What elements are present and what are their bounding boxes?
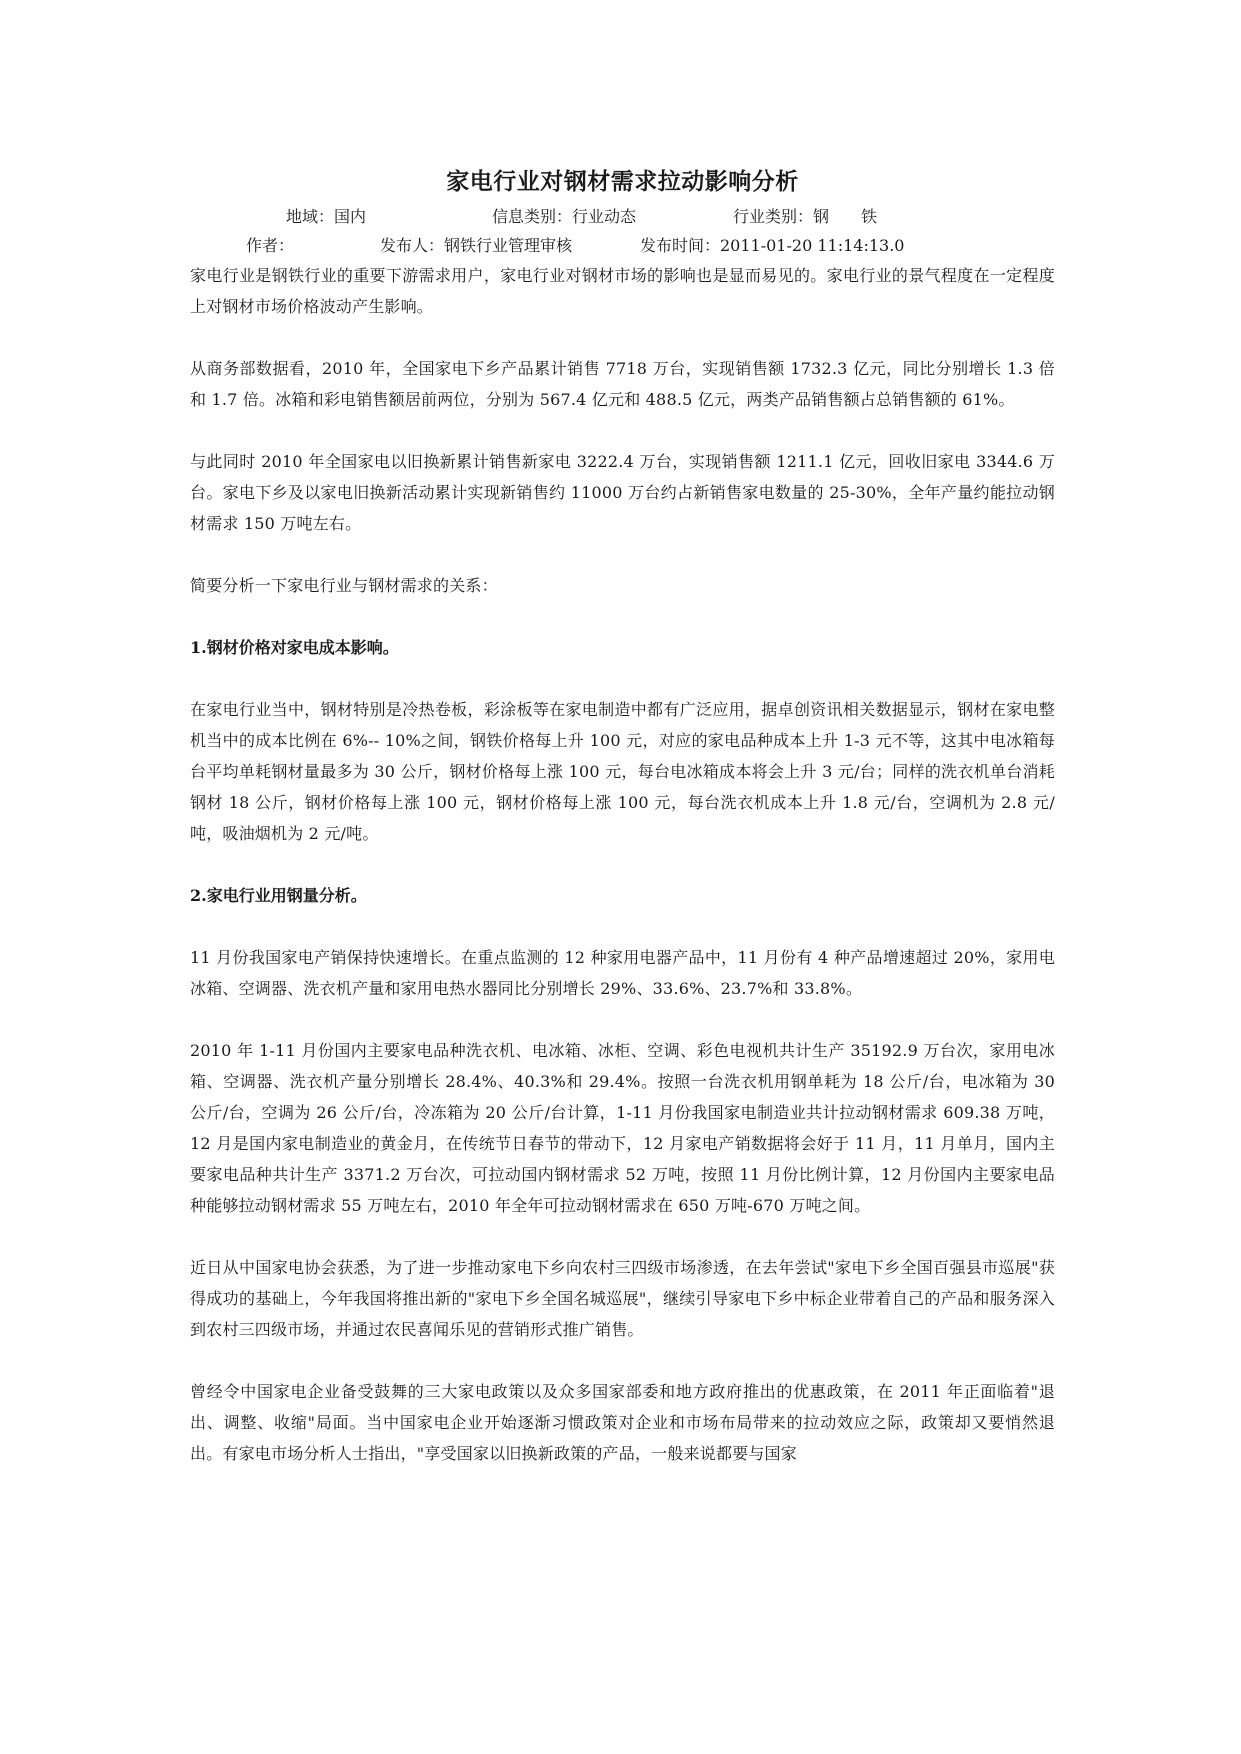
meta-author: 作者： [246, 236, 295, 255]
paragraph: 简要分析一下家电行业与钢材需求的关系： [190, 576, 498, 595]
paragraph: 11 月份我国家电产销保持快速增长。在重点监测的 12 种家用电器产品中，11 月份有 4 种产品增速超过 20%，家用电冰箱、空调器、洗衣机产量和家用电热水器同比分别增长 29%、33.6%、23.7%和 33.8%。 [190, 948, 1055, 998]
meta-publisher: 发布人：钢铁行业管理审核 [380, 236, 573, 255]
paragraph: 2010 年 1-11 月份国内主要家电品种洗衣机、电冰箱、冰柜、空调、彩色电视机共计生产 35192.9 万台次，家用电冰箱、空调器、洗衣机产量分别增长 28.4%、40.3%和 29.4%。按照一台洗衣机用钢单耗为 18 公斤/台，电冰箱为 30 公斤/台，空调为 26 公斤/台，冷冻箱为 20 公斤/台计算，1-11 月份我国家电制造业共计拉动钢材需求 609.38 万吨，12 月是国内家电制造业的黄金月，在传统节日春节的带动下，12 月家电产销数据将会好于 11 月，11 月单月，国内主要家电品种共计生产 3371.2 万台次，可拉动国内钢材需求 52 万吨，按照 11 月份比例计算，12 月份国内主要家电品种能够拉动钢材需求 55 万吨左右，2010 年全年可拉动钢材需求在 650 万吨-670 万吨之间。 [190, 1041, 1055, 1215]
paragraph: 近日从中国家电协会获悉，为了进一步推动家电下乡向农村三四级市场渗透，在去年尝试"家电下乡全国百强县市巡展"获得成功的基础上，今年我国将推出新的"家电下乡全国名城巡展"，继续引导家电下乡中标企业带着自己的产品和服务深入到农村三四级市场，并通过农民喜闻乐见的营销形式推广销售。 [190, 1258, 1055, 1339]
meta-publish-time: 发布时间：2011-01-20 11:14:13.0 [640, 236, 905, 255]
article-title: 家电行业对钢材需求拉动影响分析 [446, 168, 799, 195]
meta-row-publish [190, 231, 1055, 260]
paragraph: 在家电行业当中，钢材特别是冷热卷板，彩涂板等在家电制造中都有广泛应用，据卓创资讯相关数据显示，钢材在家电整机当中的成本比例在 6%-- 10%之间，钢铁价格每上升 100 元，对应的家电品种成本上升 1-3 元不等，这其中电冰箱每台平均单耗钢材量最多为 30 公斤，钢材价格每上涨 100 元，每台电冰箱成本将会上升 3 元/台；同样的洗衣机单台消耗钢材 18 公斤，钢材价格每上涨 100 元，钢材价格每上涨 100 元，每台洗衣机成本上升 1.8 元/台，空调机为 2.8 元/吨，吸油烟机为 2 元/吨。 [190, 700, 1055, 843]
paragraph: 曾经令中国家电企业备受鼓舞的三大家电政策以及众多国家部委和地方政府推出的优惠政策，在 2011 年正面临着"退出、调整、收缩"局面。当中国家电企业开始逐渐习惯政策对企业和市场布局带来的拉动效应之际，政策却又要悄然退出。有家电市场分析人士指出，"享受国家以旧换新政策的产品，一般来说都要与国家 [190, 1382, 1055, 1463]
section-heading: 1.钢材价格对家电成本影响。 [190, 638, 399, 657]
meta-info-type: 信息类别：行业动态 [492, 207, 637, 226]
meta-row-category [190, 202, 1055, 231]
paragraph: 与此同时 2010 年全国家电以旧换新累计销售新家电 3222.4 万台，实现销售额 1211.1 亿元，回收旧家电 3344.6 万台。家电下乡及以家电旧换新活动累计实现新销售约 11000 万台约占新销售家电数量的 25-30%，全年产量约能拉动钢材需求 150 万吨左右。 [190, 452, 1055, 533]
paragraph: 从商务部数据看，2010 年，全国家电下乡产品累计销售 7718 万台，实现销售额 1732.3 亿元，同比分别增长 1.3 倍和 1.7 倍。冰箱和彩电销售额居前两位，分别为 567.4 亿元和 488.5 亿元，两类产品销售额占总销售额的 61%。 [190, 359, 1055, 409]
section-heading: 2.家电行业用钢量分析。 [190, 886, 367, 905]
paragraph: 家电行业是钢铁行业的重要下游需求用户，家电行业对钢材市场的影响也是显而易见的。家电行业的景气程度在一定程度上对钢材市场价格波动产生影响。 [190, 266, 1055, 316]
meta-region: 地域：国内 [286, 207, 367, 226]
article-body [190, 166, 1055, 1500]
meta-industry-type: 行业类别：钢 铁 [733, 207, 878, 226]
